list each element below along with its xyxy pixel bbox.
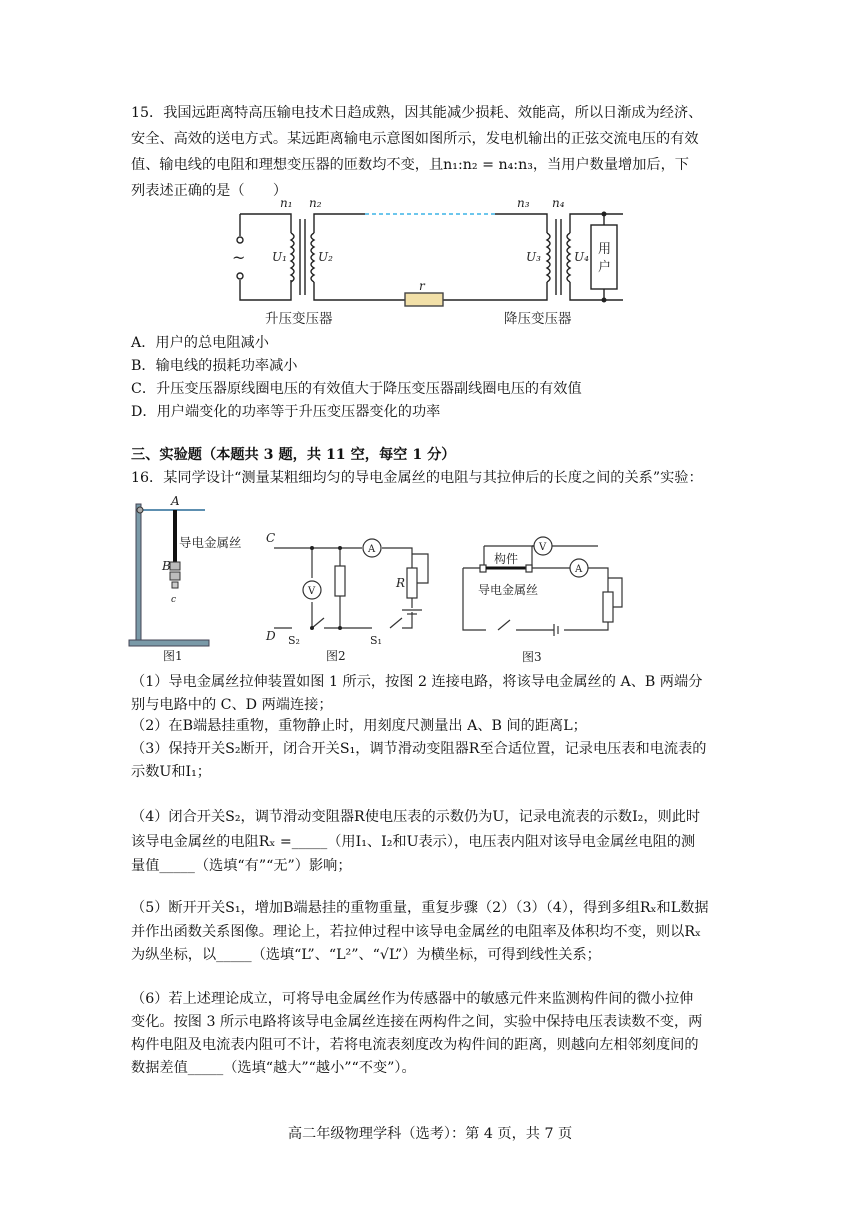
figure-1 [125,490,242,663]
fig2-voltmeter: V [308,586,316,597]
label-u1: U₁ [272,250,287,264]
fig2-label-r: R [396,576,406,590]
page-footer: 高二年级物理学科（选考）：第 4 页，共 7 页 [287,1126,573,1142]
q15-line-1: 15．我国远距离特高压输电技术日趋成熟，因其能减少损耗、效能高，所以日渐成为经济、 [131,105,703,121]
label-u2: U₂ [318,250,333,264]
q15-option-d: D．用户端变化的功率等于升压变压器变化的功率 [131,404,441,420]
q16-step5-a: （5）断开开关S₁，增加B端悬挂的重物重量，重复步骤（2）（3）（4），得到多组Rₓ和L数据 [131,900,709,916]
q16-step4-a: （4）闭合开关S₂，调节滑动变阻器R使电压表的示数仍为U，记录电流表的示数I₂，则此时 [131,809,701,825]
fig1-label-a: A [171,494,180,508]
q16-step3-a: （3）保持开关S₂断开，闭合开关S₁，调节滑动变阻器R至合适位置，记录电压表和电流表的 [131,741,707,757]
fig3-caption: 图3 [522,650,542,664]
q16-step3-b: 示数U和I₁； [131,764,211,780]
step-down-label: 降压变压器 [504,311,572,327]
figure-2 [262,524,442,663]
q16-step4-c: 量值_____（选填“有”“无”）影响； [131,858,352,874]
q16-intro: 16．某同学设计“测量某粗细均匀的导电金属丝的电阻与其拉伸后的长度之间的关系”实验： [131,470,703,486]
q16-step6-b: 变化。按图 3 所示电路将该导电金属丝连接在两构件之间，实验中保持电压表读数不变，两 [131,1014,703,1030]
q15-option-b: B．输电线的损耗功率减小 [131,358,298,374]
fig2-label-d: D [266,629,276,643]
label-n1: n₁ [280,196,293,210]
label-n2: n₂ [309,196,322,210]
fig2-label-s2: S₂ [288,634,300,647]
q15-line-2: 安全、高效的送电方式。某远距离输电示意图如图所示，发电机输出的正弦交流电压的有效 [131,131,699,147]
fig2-label-s1: S₁ [370,634,382,647]
q16-step1-b: 别与电路中的 C、D 两端连接； [131,697,333,713]
q16-step2: （2）在B端悬挂重物，重物静止时，用刻度尺测量出 A、B 间的距离L； [131,718,587,734]
q16-step1-a: （1）导电金属丝拉伸装置如图 1 所示，按图 2 连接电路，将该导电金属丝的 A、B 两端分 [131,674,703,690]
section-title: 三、实验题（本题共 3 题，共 11 空，每空 1 分） [131,447,456,463]
q16-step6-c: 构件电阻及电流表内阻可不计，若将电流表刻度改为构件间的距离，则越向左相邻刻度间的 [131,1037,699,1053]
label-n4: n₄ [552,196,565,210]
label-u4: U₄ [574,250,589,264]
fig3-part-label: 构件 [494,552,519,566]
step-up-label: 升压变压器 [265,311,333,327]
fig1-label-c: c [171,595,177,605]
fig2-label-c: C [266,531,276,545]
fig2-caption: 图2 [326,649,346,663]
label-r: r [419,279,425,293]
q15-option-c: C．升压变压器原线圈电压的有效值大于降压变压器副线圈电压的有效值 [131,381,582,397]
q16-step6-d: 数据差值_____（选填“越大”“越小”“不变”）。 [131,1060,416,1076]
fig1-caption: 图1 [163,649,183,663]
q15-line-3: 值、输电线的电阻和理想变压器的匝数均不变，且n₁:n₂ = n₄:n₃，当用户数量增加后，下 [131,157,689,173]
user-label-2: 户 [598,260,612,275]
fig3-voltmeter: V [539,542,547,553]
fig2-ammeter: A [368,544,376,555]
fig1-label-b: B [162,559,171,573]
label-n3: n₃ [517,196,530,210]
q15-line-4: 列表述正确的是（ ） [131,183,288,199]
q16-step4-b: 该导电金属丝的电阻Rₓ =_____（用I₁、I₂和U表示），电压表内阻对该导电金属丝电阻的测 [131,834,696,850]
fig3-ammeter: A [575,564,583,575]
q15-option-a: A．用户的总电阻减小 [131,335,269,351]
q16-step5-c: 为纵坐标，以_____（选填“L”、“L²”、“√L”）为横坐标，可得到线性关系； [131,947,601,963]
figure-3 [458,534,638,662]
transmission-diagram [225,197,635,329]
q16-step5-b: 并作出函数关系图像。理论上，若拉伸过程中该导电金属丝的电阻率及体积均不变，则以Rₓ [131,924,702,940]
user-label-1: 用 [598,242,612,257]
q16-step6-a: （6）若上述理论成立，可将导电金属丝作为传感器中的敏感元件来监测构件间的微小拉伸 [131,991,694,1007]
fig1-wire-label: 导电金属丝 [179,535,242,550]
fig3-wire-label: 导电金属丝 [478,583,539,597]
ac-source-symbol: ~ [232,248,246,267]
label-u3: U₃ [526,250,541,264]
